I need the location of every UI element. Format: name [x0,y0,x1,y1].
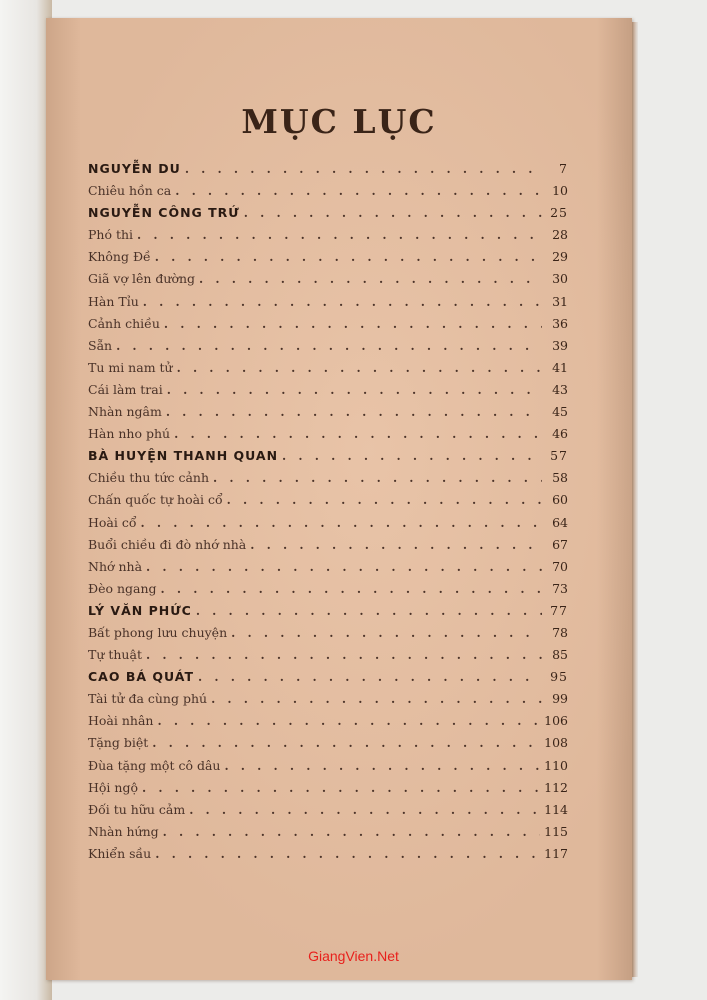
toc-page-number: 46 [552,426,568,442]
toc-entry-title: Hàn Tỉu [88,293,139,309]
toc-entry-title: Khiển sầu [88,845,152,861]
dot-leader [211,688,542,710]
book-page [46,18,632,980]
toc-page-number: 41 [552,359,568,375]
dot-leader [177,357,542,379]
toc-entry-title: Đèo ngang [88,580,157,596]
toc-page-number: 108 [544,735,568,751]
scan-margin [0,0,52,1000]
toc-page-number: 70 [552,558,568,574]
dot-leader [166,401,542,423]
toc-entry [88,622,568,644]
toc-page-number: 29 [552,249,568,265]
toc-page-number: 36 [552,315,568,331]
page-title: MỤC LỤC [241,102,437,141]
toc-author-entry [88,158,568,180]
dot-leader [143,291,542,313]
toc-page-number: 57 [550,448,568,464]
toc-page-number: 64 [552,514,568,530]
toc-entry [88,224,568,246]
toc-entry-title: LÝ VĂN PHỨC [88,602,192,618]
toc-entry-title: Hoài nhân [88,713,154,729]
watermark-text: GiangVien.Net [308,948,399,964]
toc-page-number: 77 [550,602,568,618]
toc-entry-title: Cảnh chiều [88,315,160,331]
toc-entry-title: Sẵn [88,337,113,353]
toc-page-number: 30 [552,271,568,287]
dot-leader [196,600,542,622]
toc-entry-title: NGUYỄN DU [88,161,181,176]
toc-entry [88,335,568,357]
dot-leader [137,224,542,246]
toc-entry-title: Hàn nho phú [88,426,171,442]
toc-entry [88,534,568,556]
dot-leader [155,843,540,865]
dot-leader [185,158,542,180]
dot-leader [282,445,542,467]
toc-entry [88,799,568,821]
page-edge [632,22,638,977]
toc-entry-title: Tài tử đa cùng phú [88,691,208,707]
toc-entry-title: Chấn quốc tự hoài cổ [88,492,223,508]
dot-leader [198,666,542,688]
dot-leader [163,821,541,843]
toc-entry-title: CAO BÁ QUÁT [88,669,195,685]
dot-leader [244,202,542,224]
toc-entry [88,777,568,799]
toc-entry [88,268,568,290]
toc-entry [88,512,568,534]
dot-leader [146,644,542,666]
toc-page-number: 78 [552,624,568,640]
toc-entry-title: Đối tu hữu cảm [88,801,186,817]
toc-entry [88,467,568,489]
toc-entry-title: Đùa tặng một cô dâu [88,757,221,773]
dot-leader [167,379,542,401]
toc-entry-title: Buổi chiều đi đò nhớ nhà [88,536,247,552]
toc-entry [88,313,568,335]
toc-entry-title: NGUYỄN CÔNG TRỨ [88,205,240,221]
dot-leader [152,732,540,754]
toc-page-number: 25 [550,205,568,221]
toc-entry [88,843,568,865]
dot-leader [199,268,542,290]
toc-entry-title: Hoài cổ [88,514,137,530]
toc-page-number: 31 [552,293,568,309]
toc-page-number: 58 [552,470,568,486]
toc-entry-title: Nhàn ngâm [88,404,162,420]
toc-entry-title: Nhớ nhà [88,558,143,574]
table-of-contents [88,158,568,865]
toc-page-number: 110 [544,757,568,773]
dot-leader [231,622,542,644]
toc-entry [88,732,568,754]
toc-entry-title: Giã vợ lên đường [88,271,196,287]
toc-page-number: 43 [552,381,568,397]
toc-entry [88,755,568,777]
toc-entry [88,246,568,268]
dot-leader [224,755,540,777]
toc-page-number: 39 [552,337,568,353]
toc-entry-title: Chiều thu tức cảnh [88,470,210,486]
toc-entry-title: Tặng biệt [88,735,149,751]
toc-entry [88,357,568,379]
toc-entry-title: Chiêu hồn ca [88,183,172,199]
toc-entry [88,379,568,401]
toc-entry [88,423,568,445]
toc-page-number: 99 [552,691,568,707]
dot-leader [227,489,542,511]
toc-entry-title: Tu mi nam tử [88,359,173,375]
toc-entry-title: Nhàn hứng [88,823,159,839]
dot-leader [175,180,542,202]
toc-entry [88,578,568,600]
toc-page-number: 114 [544,801,568,817]
toc-page-number: 115 [544,823,568,839]
toc-entry-title: BÀ HUYỆN THANH QUAN [88,448,279,464]
toc-entry [88,710,568,732]
dot-leader [116,335,542,357]
toc-page-number: 45 [552,404,568,420]
toc-author-entry [88,666,568,688]
toc-entry-title: Cái làm trai [88,381,163,397]
toc-entry [88,291,568,313]
toc-page-number: 95 [550,669,568,685]
toc-page-number: 73 [552,580,568,596]
toc-entry-title: Tự thuật [88,647,142,663]
dot-leader [141,512,543,534]
toc-entry [88,644,568,666]
toc-page-number: 67 [552,536,568,552]
toc-entry [88,821,568,843]
toc-page-number: 117 [544,845,568,861]
dot-leader [189,799,540,821]
toc-page-number: 60 [552,492,568,508]
toc-entry-title: Không Đề [88,249,151,265]
toc-author-entry [88,445,568,467]
toc-page-number: 10 [552,183,568,199]
dot-leader [157,710,540,732]
dot-leader [142,777,540,799]
dot-leader [146,556,542,578]
toc-entry [88,401,568,423]
toc-page-number: 28 [552,227,568,243]
toc-entry [88,180,568,202]
dot-leader [174,423,542,445]
toc-entry-title: Bất phong lưu chuyện [88,624,228,640]
toc-page-number: 112 [544,779,568,795]
toc-entry [88,556,568,578]
dot-leader [161,578,542,600]
toc-author-entry [88,202,568,224]
dot-leader [155,246,542,268]
dot-leader [250,534,542,556]
dot-leader [213,467,542,489]
toc-page-number: 85 [552,647,568,663]
toc-entry-title: Phó thi [88,227,134,243]
toc-entry [88,688,568,710]
toc-page-number: 106 [544,713,568,729]
toc-page-number: 7 [559,161,568,176]
toc-entry-title: Hội ngộ [88,779,138,795]
dot-leader [164,313,542,335]
toc-author-entry [88,600,568,622]
toc-entry [88,489,568,511]
